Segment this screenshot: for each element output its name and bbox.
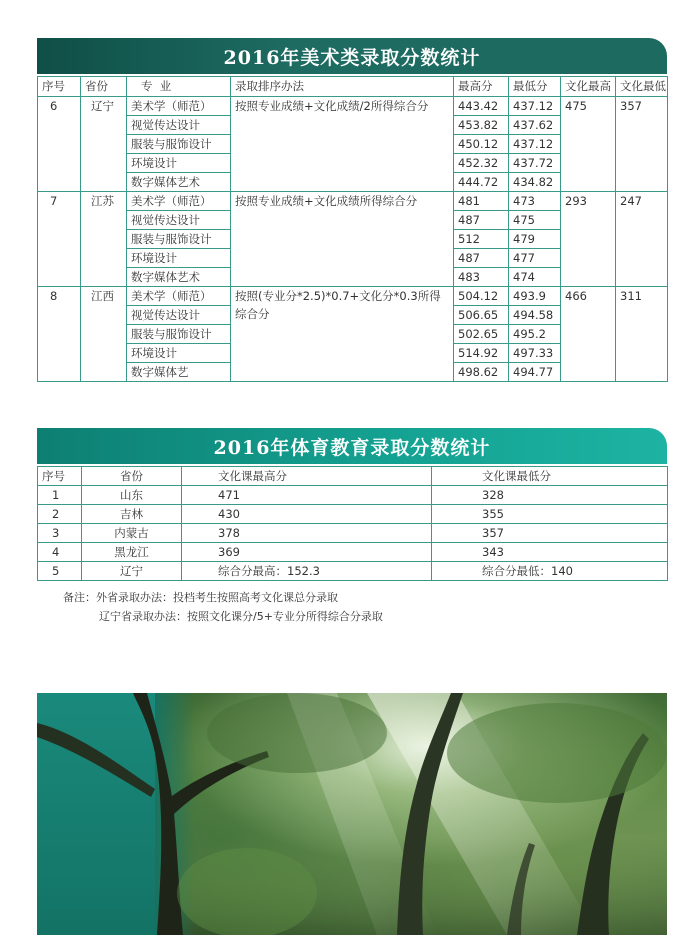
row-min: 495.2 xyxy=(509,325,561,344)
row-major: 服装与服饰设计 xyxy=(127,135,231,154)
pe-section-title: 2016年体育教育录取分数统计 xyxy=(37,428,667,464)
row-no: 7 xyxy=(38,192,81,287)
header-major: 专 业 xyxy=(127,77,231,97)
table-row xyxy=(38,505,668,524)
row-major: 美术学（师范） xyxy=(127,97,231,116)
row-max: 504.12 xyxy=(454,287,509,306)
row-province: 内蒙古 xyxy=(82,524,182,543)
row-max: 481 xyxy=(454,192,509,211)
header-method: 录取排序办法 xyxy=(231,77,454,97)
row-max: 430 xyxy=(182,505,432,524)
row-min: 494.58 xyxy=(509,306,561,325)
row-province: 江苏 xyxy=(81,192,127,287)
row-culture-min: 311 xyxy=(616,287,668,382)
row-max: 514.92 xyxy=(454,344,509,363)
row-max: 444.72 xyxy=(454,173,509,192)
forest-photo xyxy=(37,693,667,935)
table-header-row xyxy=(38,77,668,97)
row-major: 环境设计 xyxy=(127,154,231,173)
row-no: 3 xyxy=(38,524,82,543)
row-major: 数字媒体艺 xyxy=(127,363,231,382)
row-major: 视觉传达设计 xyxy=(127,306,231,325)
row-max: 471 xyxy=(182,486,432,505)
row-major: 美术学（师范） xyxy=(127,287,231,306)
row-major: 环境设计 xyxy=(127,249,231,268)
row-max: 483 xyxy=(454,268,509,287)
row-no: 1 xyxy=(38,486,82,505)
row-max: 487 xyxy=(454,249,509,268)
row-max: 498.62 xyxy=(454,363,509,382)
row-province: 辽宁 xyxy=(81,97,127,192)
row-min: 357 xyxy=(432,524,668,543)
row-no: 6 xyxy=(38,97,81,192)
table-row xyxy=(38,524,668,543)
row-min: 355 xyxy=(432,505,668,524)
table-row xyxy=(38,192,668,211)
row-min: 479 xyxy=(509,230,561,249)
row-max: 487 xyxy=(454,211,509,230)
row-min: 综合分最低：140 xyxy=(432,562,668,581)
row-max: 512 xyxy=(454,230,509,249)
row-major: 环境设计 xyxy=(127,344,231,363)
note-line-1: 备注：外省录取办法：投档考生按照高考文化课总分录取 xyxy=(63,591,338,604)
row-min: 437.72 xyxy=(509,154,561,173)
row-major: 美术学（师范） xyxy=(127,192,231,211)
note-line-2: 辽宁省录取办法：按照文化课分/5+专业分所得综合分录取 xyxy=(99,610,383,623)
row-no: 8 xyxy=(38,287,81,382)
row-culture-max: 466 xyxy=(561,287,616,382)
row-min: 474 xyxy=(509,268,561,287)
row-min: 437.62 xyxy=(509,116,561,135)
row-major: 服装与服饰设计 xyxy=(127,325,231,344)
art-section-title: 2016年美术类录取分数统计 xyxy=(37,38,667,74)
row-min: 493.9 xyxy=(509,287,561,306)
header-province: 省份 xyxy=(82,467,182,486)
row-culture-min: 357 xyxy=(616,97,668,192)
art-admission-table xyxy=(37,76,668,382)
row-min: 475 xyxy=(509,211,561,230)
row-culture-max: 475 xyxy=(561,97,616,192)
row-max: 502.65 xyxy=(454,325,509,344)
row-max: 443.42 xyxy=(454,97,509,116)
row-major: 数字媒体艺术 xyxy=(127,173,231,192)
header-province: 省份 xyxy=(81,77,127,97)
row-min: 497.33 xyxy=(509,344,561,363)
row-no: 2 xyxy=(38,505,82,524)
row-no: 5 xyxy=(38,562,82,581)
pe-admission-table xyxy=(37,466,668,581)
row-culture-max: 293 xyxy=(561,192,616,287)
row-max: 452.32 xyxy=(454,154,509,173)
table-row xyxy=(38,97,668,116)
row-method: 按照(专业分*2.5)*0.7+文化分*0.3所得综合分 xyxy=(231,287,454,382)
row-max: 506.65 xyxy=(454,306,509,325)
table-row xyxy=(38,543,668,562)
row-max: 450.12 xyxy=(454,135,509,154)
row-province: 黑龙江 xyxy=(82,543,182,562)
row-min: 477 xyxy=(509,249,561,268)
row-min: 343 xyxy=(432,543,668,562)
row-major: 数字媒体艺术 xyxy=(127,268,231,287)
header-no: 序号 xyxy=(38,467,82,486)
notes xyxy=(63,588,383,626)
header-culture-min: 文化最低 xyxy=(616,77,668,97)
row-max: 453.82 xyxy=(454,116,509,135)
row-major: 服装与服饰设计 xyxy=(127,230,231,249)
table-header-row xyxy=(38,467,668,486)
row-culture-min: 247 xyxy=(616,192,668,287)
row-min: 328 xyxy=(432,486,668,505)
tree-silhouettes xyxy=(37,693,667,935)
row-min: 473 xyxy=(509,192,561,211)
table-row xyxy=(38,486,668,505)
table-row xyxy=(38,287,668,306)
row-method: 按照专业成绩+文化成绩/2所得综合分 xyxy=(231,97,454,192)
row-method: 按照专业成绩+文化成绩所得综合分 xyxy=(231,192,454,287)
row-min: 494.77 xyxy=(509,363,561,382)
header-culture-max: 文化最高 xyxy=(561,77,616,97)
row-max: 378 xyxy=(182,524,432,543)
table-row xyxy=(38,562,668,581)
header-no: 序号 xyxy=(38,77,81,97)
row-min: 437.12 xyxy=(509,135,561,154)
header-culture-max: 文化课最高分 xyxy=(182,467,432,486)
row-min: 437.12 xyxy=(509,97,561,116)
header-culture-min: 文化课最低分 xyxy=(432,467,668,486)
header-min: 最低分 xyxy=(509,77,561,97)
row-max: 369 xyxy=(182,543,432,562)
row-major: 视觉传达设计 xyxy=(127,211,231,230)
row-province: 吉林 xyxy=(82,505,182,524)
row-max: 综合分最高：152.3 xyxy=(182,562,432,581)
row-province: 辽宁 xyxy=(82,562,182,581)
row-province: 江西 xyxy=(81,287,127,382)
row-no: 4 xyxy=(38,543,82,562)
row-province: 山东 xyxy=(82,486,182,505)
row-min: 434.82 xyxy=(509,173,561,192)
header-max: 最高分 xyxy=(454,77,509,97)
row-major: 视觉传达设计 xyxy=(127,116,231,135)
